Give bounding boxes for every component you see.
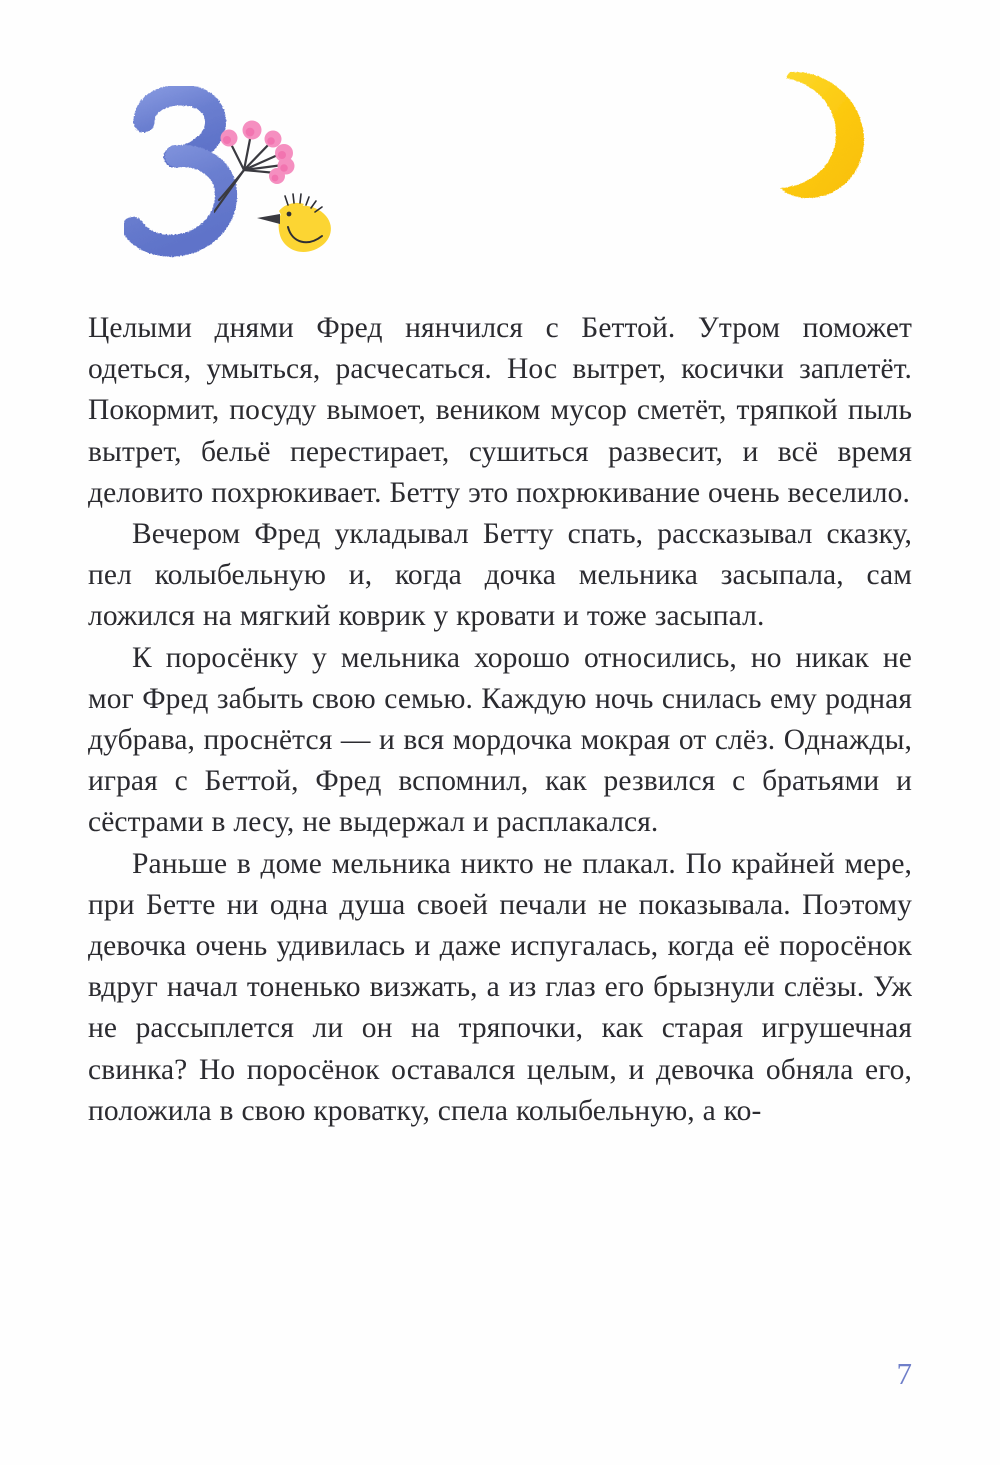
paragraph: К поросёнку у мельника хорошо относились, но никак не мог Фред забыть свою семью. Каждую ночь снилась ему родная дубрава, проснётся — и вся мордочка мокрая от слёз. Однажды, играя с Беттой, Фред вспомнил, как резвился с братьями и сёстрами в лесу, не выдержал и расплакался.	[88, 641, 912, 839]
header-illustration	[0, 0, 1000, 300]
body-text	[88, 308, 912, 1132]
paragraph: Раньше в доме мельника никто не плакал. По крайней мере, при Бетте ни одна душа своей печали не показывала. Поэтому девочка очень удивилась и даже испугалась, когда её поросёнок вдруг начал тоненько визжать, а из глаз его брызнули слёзы. Уж не рассыплется ли он на тряпочки, как старая игрушечная свинка? Но поросёнок оставался целым, и девочка обняла его, положила в свою кроватку, спела колыбельную, а ко-	[88, 847, 912, 1127]
paragraph: Вечером Фред укладывал Бетту спать, рассказывал сказку, пел колыбельную и, когда дочка мельника засыпала, сам ложился на мягкий коврик у кровати и тоже засыпал.	[88, 518, 912, 633]
crescent-moon-icon	[764, 64, 872, 204]
page-number: 7	[896, 1356, 912, 1391]
paragraph: Целыми днями Фред нянчился с Беттой. Утром поможет одеться, умыться, расчесаться. Нос вытрет, косички заплетёт. Покормит, посуду вымоет, веником мусор сметёт, тряпкой пыль вытрет, бельё перестирает, сушиться развесит, и всё время деловито похрюкивает. Бетту это похрюкивание очень веселило.	[88, 312, 912, 509]
chick-icon	[252, 192, 338, 266]
